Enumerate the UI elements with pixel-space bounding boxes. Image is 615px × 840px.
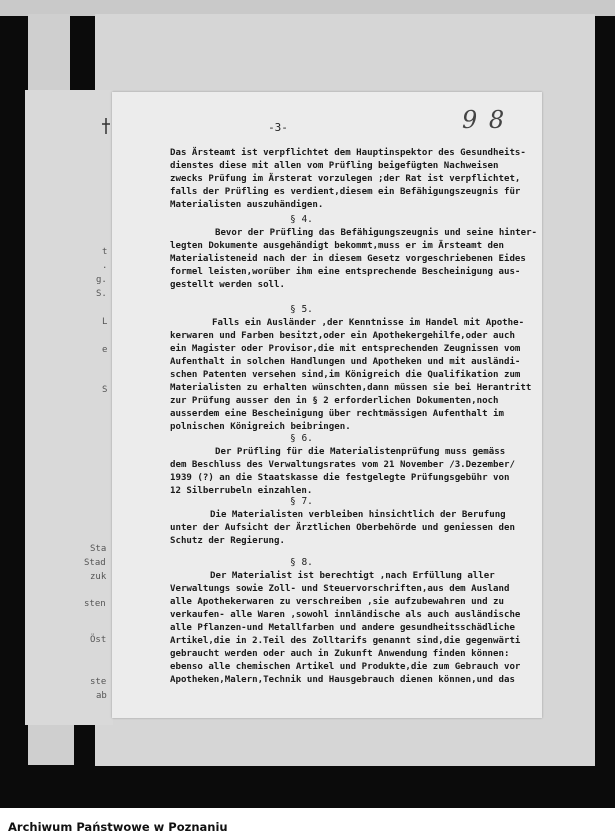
text-line: zwecks Prüfung im Ärsterat vorzulegen ;der Rat ist verpflichtet, [170,174,521,184]
text-line: polnischen Königreich beibringen. [170,422,351,432]
text-line: Artikel,die in 2.Teil des Zolltarifs genannt sind,die gegenwärti [170,636,521,646]
text-line: Die Materialisten verbleiben hinsichtlich der Berufung [210,510,506,520]
text-line: Verwaltungs sowie Zoll- und Steuervorschriften,aus dem Ausland [170,584,510,594]
text-line: alle Apothekerwaren zu verschreiben ,sie aufzubewahren und zu [170,597,504,607]
left-fragment-text: t [102,247,108,257]
text-line: 12 Silberrubeln einzahlen. [170,486,313,496]
folio-number: 9 8 [462,106,507,134]
left-fragment-text: ab [96,691,107,701]
text-line: schen Patenten versehen sind,im Königreich die Qualifikation zum [170,370,521,380]
left-fragment-text: S [102,385,108,395]
text-line: Der Materialist ist berechtigt ,nach Erfüllung aller [210,571,495,581]
text-line: Materialisteneid nach der in diesem Gesetz vorgeschriebenen Eides [170,254,526,264]
text-line: dem Beschluss des Verwaltungsrates vom 21 November /3.Dezember/ [170,460,515,470]
left-fragment-text: ste [90,677,107,687]
left-fragment-text: L [102,317,108,327]
text-line: Materialisten auszuhändigen. [170,200,324,210]
text-line: Apotheken,Malern,Technik und Hausgebrauch dienen können,und das [170,675,515,685]
section-heading: § 6. [290,433,313,444]
left-sheet-bottom [28,725,74,765]
archive-label: Archiwum Państwowe w Poznaniu [8,820,228,834]
text-line: gebraucht werden oder auch in Zukunft Anwendung finden können: [170,649,510,659]
text-line: Schutz der Regierung. [170,536,285,546]
text-line: formel leisten,worüber ihm eine entsprechende Bescheinigung aus- [170,267,521,277]
text-line: 1939 (?) an die Staatskasse die festgelegte Prüfungsgebühr von [170,473,510,483]
text-line: ein Magister oder Provisor,die mit entsprechenden Zeugnissen vom [170,344,521,354]
footer-bar [0,808,615,840]
text-line: alle Pflanzen-und Metallfarben und andere gesundheitsschädliche [170,623,515,633]
text-line: Der Prüfling für die Materialistenprüfung muss gemäss [215,447,506,457]
section-heading: § 7. [290,496,313,507]
text-line: ebenso alle chemischen Artikel und Produkte,die zum Gebrauch vor [170,662,521,672]
text-line: ausserdem eine Bescheinigung über rechtmässigen Aufenthalt im [170,409,504,419]
text-line: Bevor der Prüfling das Befähigungszeugnis und seine hinter- [215,228,538,238]
text-line: gestellt werden soll. [170,280,285,290]
left-fragment-text: . [102,261,108,271]
section-heading: § 5. [290,304,313,315]
left-fragment-text: S. [96,289,107,299]
pin-mark-icon [102,118,110,134]
left-overlapping-sheet [25,90,113,725]
text-line: Das Ärsteamt ist verpflichtet dem Hauptinspektor des Gesundheits- [170,148,526,158]
text-line: unter der Aufsicht der Ärztlichen Oberbehörde und geniessen den [170,523,515,533]
text-line: zur Prüfung ausser den in § 2 erforderlichen Dokumenten,noch [170,396,499,406]
left-fragment-text: zuk [90,572,107,582]
text-line: Aufenthalt in solchen Handlungen und Apotheken und mit ausländi- [170,357,521,367]
section-heading: § 4. [290,214,313,225]
text-line: dienstes diese mit allen vom Prüfling beigefügten Nachweisen [170,161,499,171]
text-line: kerwaren und Farben besitzt,oder ein Apothekergehilfe,oder auch [170,331,515,341]
left-fragment-text: sten [84,599,106,609]
section-heading: § 8. [290,557,313,568]
text-line: falls der Prüfling es verdient,diesem ein Befähigungszeugnis für [170,187,521,197]
left-fragment-text: Sta [90,544,107,554]
left-fragment-text: Stad [84,558,106,568]
left-fragment-text: e [102,345,108,355]
left-sheet-top [28,14,70,90]
left-fragment-text: Öst [90,635,107,645]
left-fragment-text: g. [96,275,107,285]
text-line: verkaufen- alle Waren ,sowohl innländische als auch ausländische [170,610,521,620]
page-number: -3- [268,121,288,134]
text-line: Falls ein Ausländer ,der Kenntnisse im Handel mit Apothe- [212,318,525,328]
text-line: legten Dokumente ausgehändigt bekommt,muss er im Ärsteamt den [170,241,504,251]
text-line: Materialisten zu erhalten wünschten,dann müssen sie bei Herantritt [170,383,532,393]
